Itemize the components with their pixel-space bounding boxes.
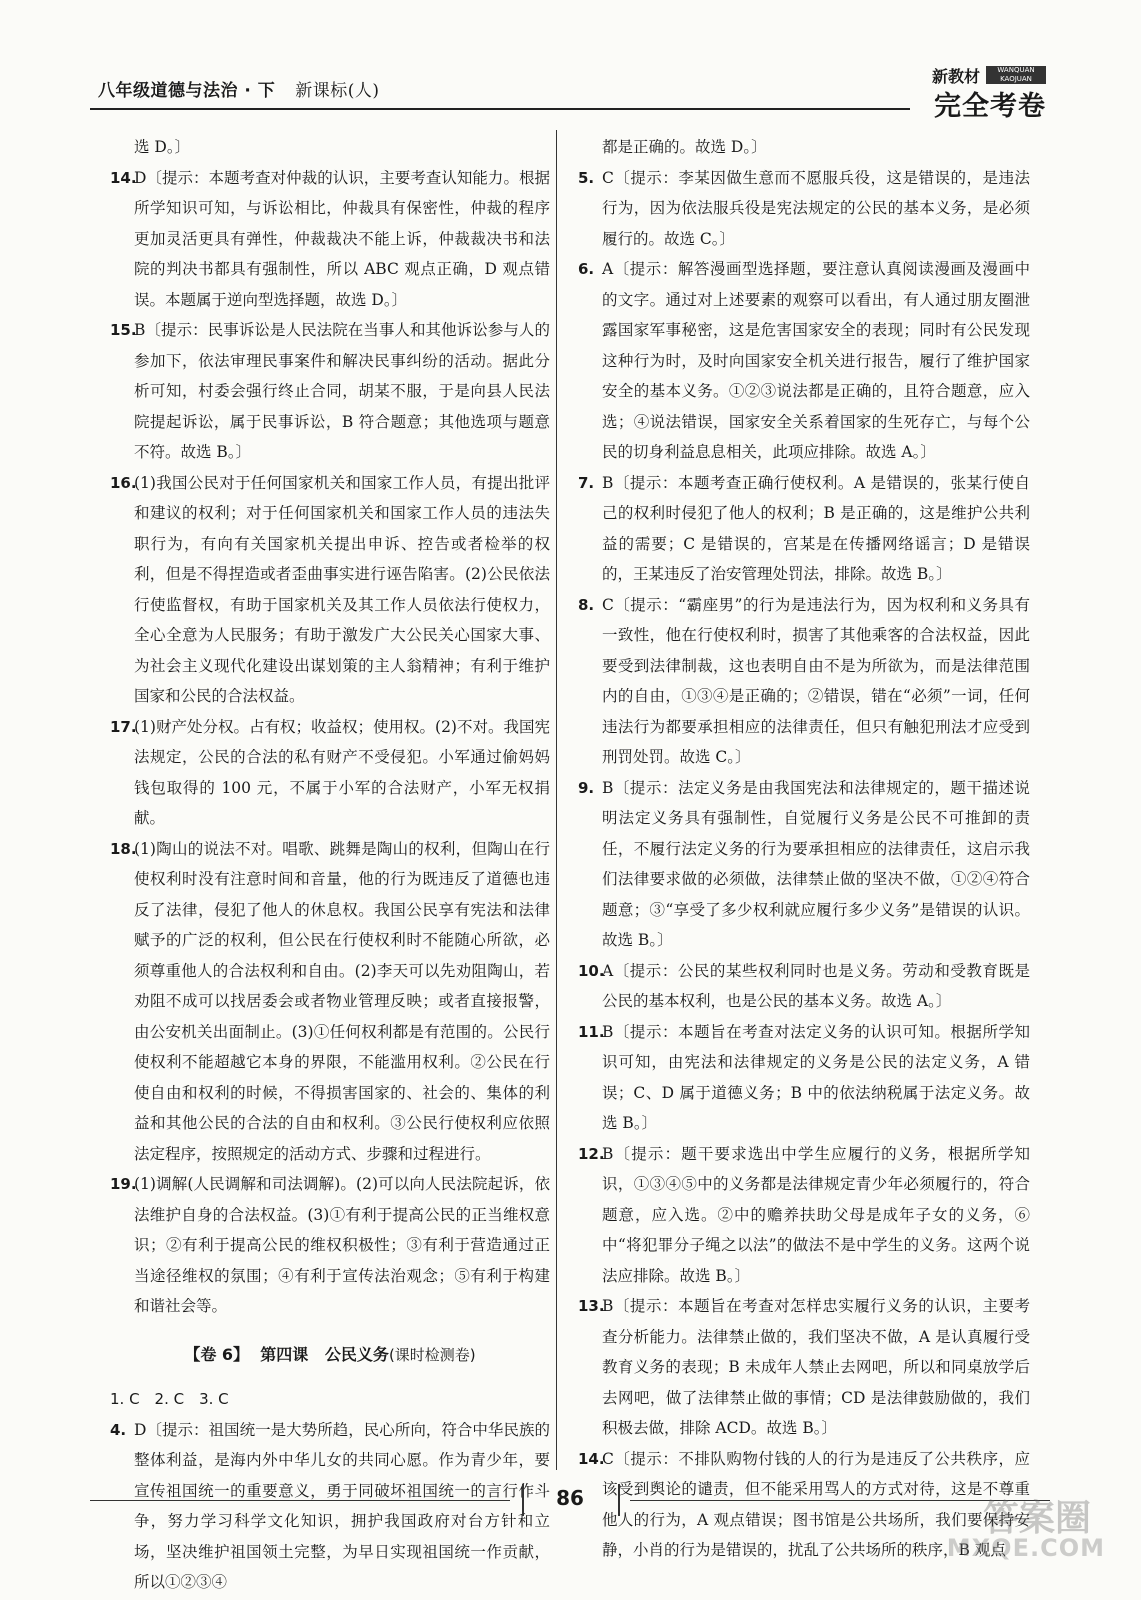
item-text: D〔提示：本题考查对仲裁的认识，主要考查认知能力。根据所学知识可知，与诉讼相比，仲裁具有保密性，仲裁的程序更加灵活更具有弹性，仲裁裁决不能上诉，仲裁裁决书和法院的判决书都具有强制性，所以 ABC 观点正确，D 观点错误。本题属于逆向型选择题，故选 D。〕 <box>134 168 550 309</box>
answer-item-5 <box>578 163 1030 255</box>
continued-text: 选 D。〕 <box>134 138 191 156</box>
item-text: B〔提示：题干要求选出中学生应履行的义务，根据所学知识，①③④⑤中的义务都是法律规定青少年必须履行的，符合题意，应入选。②中的赡养扶助父母是成年子女的义务，⑥中“将犯罪分子绳之以法”的做法不是中学生的义务。这两个说法应排除。故选 B。〕 <box>602 1144 1030 1285</box>
section-lesson: 第四课 <box>260 1344 309 1364</box>
answer-item-9 <box>578 773 1030 956</box>
answer-item-13 <box>578 1291 1030 1444</box>
watermark <box>931 1490 1111 1570</box>
answer-item-16 <box>110 468 550 712</box>
item-text: (1)陶山的说法不对。唱歌、跳舞是陶山的权利，但陶山在行使权利时没有注意时间和音量，他的行为既违反了道德也违反了法律，侵犯了他人的休息权。我国公民享有宪法和法律赋予的广泛的权利，但公民在行使权利时不能随心所欲，必须尊重他人的合法权利和自由。(2)李天可以先劝阻陶山，若劝阻不成可以找居委会或者物业管理反映；或者直接报警，由公安机关出面制止。(3)①任何权利都是有范围的。公民行使权利不能超越它本身的界限，不能滥用权利。②公民在行使自由和权利的时候，不得损害国家的、社会的、集体的利益和其他公民的合法的自由和权利。③公民行使权利应依照法定程序，按照规定的活动方式、步骤和过程进行。 <box>134 839 550 1163</box>
item-text: A〔提示：解答漫画型选择题，要注意认真阅读漫画及漫画中的文字。通过对上述要素的观察可以看出，有人通过朋友圈泄露国家军事秘密，这是危害国家安全的表现；同时有公民发现这种行为时，及时向国家安全机关进行报告，履行了维护国家安全的基本义务。①②③说法都是正确的，且符合题意，应入选；④说法错误，国家安全关系着国家的生死存亡，与每个公民的切身利益息息相关，此项应排除。故选 A。〕 <box>602 260 1030 461</box>
answer-item-10 <box>578 956 1030 1017</box>
item-text: C〔提示：不排队购物付钱的人的行为是违反了公共秩序，应该受到舆论的谴责，但不能采用骂人的方式对待，这是不尊重他人的行为，A 观点错误；图书馆是公共场所，我们要保持安静，小肖的行为是错误的，扰乱了公共场所的秩序，B 观点 <box>602 1449 1030 1559</box>
page-footer <box>90 1480 1050 1520</box>
item-text: (1)财产处分权。占有权；收益权；使用权。(2)不对。我国宪法规定，公民的合法的私有财产不受侵犯。小军通过偷妈妈钱包取得的 100 元，不属于小军的合法财产，小军无权捐献。 <box>134 717 550 827</box>
item-text: (1)我国公民对于任何国家机关和国家工作人员，有提出批评和建议的权利；对于任何国家机关和国家工作人员的违法失职行为，有向有关国家机关提出申诉、控告或者检举的权利，但是不得捏造或者歪曲事实进行诬告陷害。(2)公民依法行使监督权，有助于国家机关及其工作人员依法行使权力，全心全意为人民服务；有助于激发广大公民关心国家大事、为社会主义现代化建设出谋划策的主人翁精神；有利于维护国家和公民的合法权益。 <box>134 473 550 705</box>
section-type: (课时检测卷) <box>388 1345 476 1364</box>
item-number: 16. <box>110 473 137 492</box>
item-number: 7. <box>578 473 595 492</box>
item-number: 14. <box>578 1449 605 1468</box>
answer-item-18 <box>110 834 550 1170</box>
item-text: B〔提示：本题考查正确行使权利。A 是错误的，张某行使自己的权利时侵犯了他人的权利；B 是正确的，这是维护公共利益的需要；C 是错误的，宫某是在传播网络谣言；D 是错误的，王某违反了治安管理处罚法，排除。故选 B。〕 <box>602 473 1030 583</box>
watermark-text: 答案圈 <box>982 1498 1091 1539</box>
item-number: 11. <box>578 1022 605 1041</box>
continued-text: 都是正确的。故选 D。〕 <box>602 138 767 156</box>
logo-main-text: 完全考卷 <box>934 91 1046 122</box>
header-rule <box>90 108 910 110</box>
item-text: B〔提示：法定义务是由我国宪法和法律规定的，题干描述说明法定义务具有强制性，自觉履行义务是公民不可推卸的责任，不履行法定义务的行为要承担相应的法律责任，这启示我们法律要求做的必须做，法律禁止做的坚决不做，①②④符合题意；③“享受了多少权利就应履行多少义务”是错误的认识。故选 B。〕 <box>602 778 1030 949</box>
item-text: (1)调解(人民调解和司法调解)。(2)可以向人民法院起诉，依法维护自身的合法权益。(3)①有利于提高公民的正当维权意识；②有利于提高公民的维权积极性；③有利于营造通过正当途径维权的氛围；④有利于宣传法治观念；⑤有利于构建和谐社会等。 <box>134 1175 550 1315</box>
item-text: B〔提示：本题旨在考查对怎样忠实履行义务的认识，主要考查分析能力。法律禁止做的，我们坚决不做，A 是认真履行受教育义务的表现；B 未成年人禁止去网吧，所以和同桌放学后去网吧，做了法律禁止做的事情；CD 是法律鼓励做的，我们积极去做，排除 ACD。故选 B。〕 <box>602 1297 1030 1437</box>
item-number: 6. <box>578 260 595 278</box>
item-number: 15. <box>110 321 137 339</box>
answer-item-17 <box>110 712 550 834</box>
item-number: 18. <box>110 839 137 858</box>
item-number: 4. <box>110 1420 127 1439</box>
item-text: A〔提示：公民的某些权利同时也是义务。劳动和受教育既是公民的基本权利，也是公民的基本义务。故选 A。〕 <box>602 961 1030 1010</box>
item-number: 9. <box>578 778 595 797</box>
section-name: 公民义务 <box>324 1344 389 1364</box>
answer-item-8 <box>578 590 1030 773</box>
footer-bar-right <box>618 1484 620 1516</box>
footer-rule-left <box>90 1500 510 1501</box>
page-number: 86 <box>556 1486 584 1510</box>
section-label: 【卷 6】 <box>184 1344 250 1364</box>
watermark-url: MXQE.COM <box>946 1534 1105 1562</box>
item-number: 10. <box>578 961 605 980</box>
section-heading <box>110 1340 550 1371</box>
item-number: 12. <box>578 1144 605 1163</box>
item-number: 13. <box>578 1297 605 1315</box>
answer-item-6 <box>578 254 1030 468</box>
item-number: 19. <box>110 1175 137 1193</box>
item-number: 17. <box>110 717 137 736</box>
header-title-block <box>98 76 380 101</box>
column-divider <box>556 130 557 1470</box>
item-text: B〔提示：本题旨在考查对法定义务的认识可知。根据所学知识可知，由宪法和法律规定的义务是公民的法定义务，A 错误；C、D 属于道德义务；B 中的依法纳税属于法定义务。故选 B。〕 <box>602 1022 1030 1132</box>
page-header <box>90 62 1050 120</box>
answer-item-15 <box>110 315 550 468</box>
header-title: 八年级道德与法治 · 下 <box>98 81 276 101</box>
logo-badge: WANQUAN KAOJUAN <box>986 66 1046 84</box>
item-number: 14. <box>110 168 137 187</box>
item-number: 8. <box>578 595 595 614</box>
item-number: 5. <box>578 168 595 187</box>
right-column <box>578 132 1030 1566</box>
brand-logo <box>905 62 1050 120</box>
item-text: B〔提示：民事诉讼是人民法院在当事人和其他诉讼参与人的参加下，依法审理民事案件和解决民事纠纷的活动。据此分析可知，村委会强行终止合同，胡某不服，于是向县人民法院提起诉讼，属于民事诉讼，B 符合题意；其他选项与题意不符。故选 B。〕 <box>134 321 550 461</box>
header-subtitle: 新课标(人) <box>295 81 380 101</box>
quick-answers: 1. C 2. C 3. C <box>110 1390 229 1408</box>
item-text: D〔提示：祖国统一是大势所趋，民心所向，符合中华民族的整体利益，是海内外中华儿女的共同心愿。作为青少年，要宣传祖国统一的重要意义，勇于同破坏祖国统一的言行作斗争，努力学习科学文化知识，拥护我国政府对台方针和立场，坚决维护祖国领土完整，为早日实现祖国统一作贡献，所以①②③④ <box>134 1420 550 1591</box>
answer-item-19 <box>110 1169 550 1322</box>
answer-item-14 <box>110 163 550 316</box>
item-text: C〔提示：李某因做生意而不愿服兵役，这是错误的，是违法行为，因为依法服兵役是宪法规定的公民的基本义务，是必须履行的。故选 C。〕 <box>602 168 1030 248</box>
answer-item-12 <box>578 1139 1030 1292</box>
logo-top-text: 新教材 <box>931 67 980 86</box>
left-column <box>110 132 550 1598</box>
answer-item-7 <box>578 468 1030 590</box>
item-text: C〔提示：“霸座男”的行为是违法行为，因为权利和义务具有一致性，他在行使权利时，损害了其他乘客的合法权益，因此要受到法律制裁，这也表明自由不是为所欲为，而是法律范围内的自由，①③④是正确的；②错误，错在“必须”一词，任何违法行为都要承担相应的法律责任，但只有触犯刑法才应受到刑罚处罚。故选 C。〕 <box>602 595 1030 766</box>
answer-item-11 <box>578 1017 1030 1139</box>
